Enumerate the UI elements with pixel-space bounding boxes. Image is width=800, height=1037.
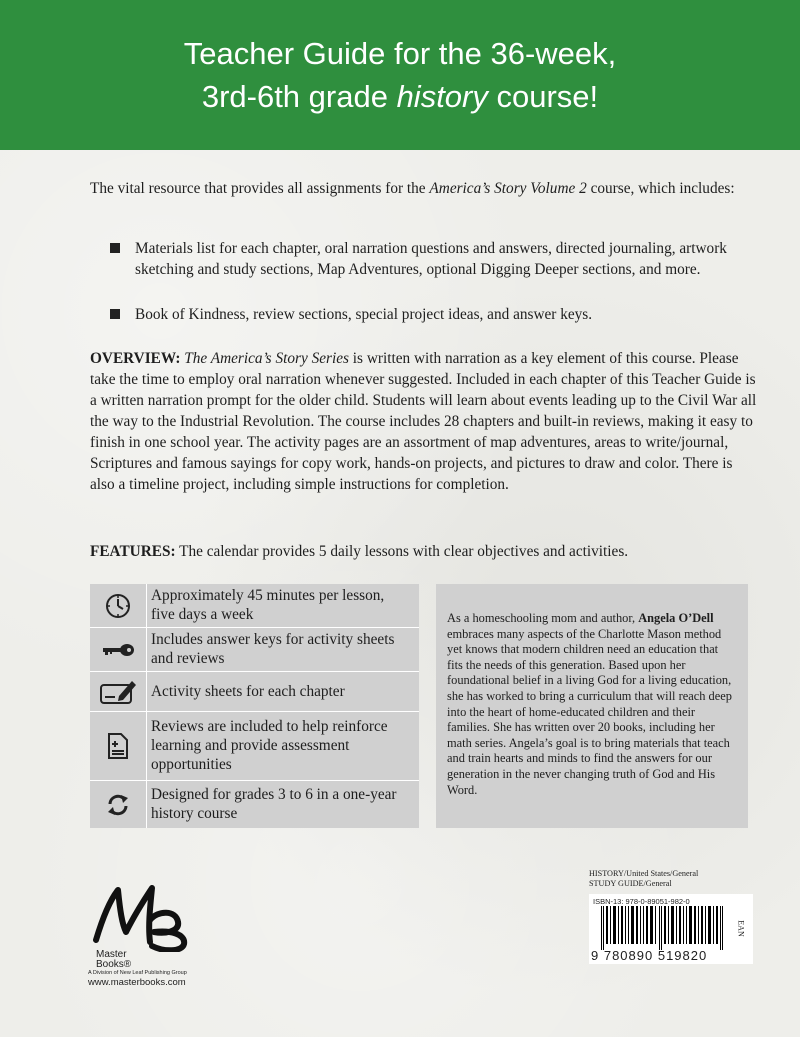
key-icon bbox=[90, 628, 147, 671]
square-bullet-icon bbox=[110, 309, 120, 319]
author-name: Angela O’Dell bbox=[638, 611, 714, 625]
document-plus-icon bbox=[90, 712, 147, 780]
features-table bbox=[90, 584, 419, 828]
features-paragraph bbox=[90, 541, 760, 562]
features-label: FEATURES: bbox=[90, 543, 176, 560]
feature-row bbox=[90, 584, 419, 628]
publisher-name-line-1: Master bbox=[96, 949, 127, 960]
isbn-block bbox=[589, 869, 759, 966]
cycle-arrows-icon bbox=[90, 781, 147, 828]
barcode bbox=[589, 894, 753, 964]
feature-text: Approximately 45 minutes per lesson, five days a week bbox=[151, 587, 385, 623]
feature-row bbox=[90, 628, 419, 672]
banner-title-line-2 bbox=[202, 75, 598, 118]
overview-paragraph bbox=[90, 348, 760, 495]
list-item bbox=[110, 238, 750, 280]
banner-title-post: course! bbox=[487, 79, 599, 114]
feature-text: Reviews are included to help reinforce learning and provide assessment opportunities bbox=[151, 718, 388, 773]
banner-title-pre: 3rd-6th grade bbox=[201, 79, 397, 114]
author-bio bbox=[436, 584, 748, 828]
square-bullet-icon bbox=[110, 243, 120, 253]
banner-title-emphasis: history bbox=[396, 79, 488, 114]
feature-row bbox=[90, 672, 419, 712]
category-line-2: STUDY GUIDE/General bbox=[589, 878, 672, 888]
overview-text: is written with narration as a key element of this course. Please take the time to employ oral narration whenever suggested. Included in each chapter of this Teacher Guide is a written narration prompt for the older child. Students will learn about events leading up to the Civil War all the way to the Industrial Revolution. The course includes 28 chapters and built-in reviews, making it easy to finish in one school year. The activity pages are an assortment of map adventures, areas to write/journal, Scriptures and famous sayings for copy work, hands-on projects, and pictures to draw and color. There is also a timeline project, including simple instructions for completion. bbox=[90, 350, 757, 493]
clock-icon bbox=[90, 584, 147, 627]
overview-series-title: The America’s Story Series bbox=[184, 350, 349, 367]
pencil-sheet-icon bbox=[90, 672, 147, 711]
title-banner bbox=[0, 0, 800, 150]
feature-text: Activity sheets for each chapter bbox=[151, 682, 345, 700]
intro-text-end: course, which includes: bbox=[586, 180, 735, 197]
publisher-name-line-2: Books® bbox=[96, 959, 132, 970]
list-item-text: Materials list for each chapter, oral narration questions and answers, directed journaling, artwork sketching and study sections, Map Adventures, optional Digging Deeper sections, and more. bbox=[135, 240, 727, 278]
list-item-text: Book of Kindness, review sections, special project ideas, and answer keys. bbox=[135, 306, 593, 323]
feature-text: Designed for grades 3 to 6 in a one-year history course bbox=[151, 786, 397, 822]
intro-course-title: America’s Story Volume 2 bbox=[429, 180, 587, 197]
overview-label: OVERVIEW: bbox=[90, 350, 181, 367]
features-text: The calendar provides 5 daily lessons with clear objectives and activities. bbox=[175, 543, 629, 560]
intro-paragraph bbox=[90, 178, 760, 199]
barcode-bars bbox=[593, 906, 731, 950]
category-line-1: HISTORY/United States/General bbox=[589, 869, 699, 878]
ean-label: EAN bbox=[736, 920, 746, 937]
author-bio-text-end: embraces many aspects of the Charlotte Mason method yet knows that modern children need an education that fits the needs of this generation. Based upon her foundational belief in a living God for a living education, she has worked to bring a curriculum that will reach deep into the heart of home-educated children and their families. She has written over 20 books, including her math series. Angela’s goal is to bring materials that teach and train hearts and minds to find the answers for our generation in the never changing truth of God and His Word. bbox=[447, 626, 732, 797]
barcode-digits: 9 780890 519820 bbox=[591, 948, 708, 963]
publisher-division: A Division of New Leaf Publishing Group bbox=[88, 970, 187, 976]
publisher-info bbox=[88, 950, 218, 988]
banner-title-line-1: Teacher Guide for the 36-week, bbox=[183, 36, 617, 71]
includes-list bbox=[110, 238, 750, 325]
isbn-number: ISBN-13: 978-0-89051-982-0 bbox=[593, 897, 690, 906]
intro-text: The vital resource that provides all assignments for the bbox=[90, 180, 430, 197]
publisher-url: www.masterbooks.com bbox=[88, 977, 186, 988]
feature-row bbox=[90, 781, 419, 828]
feature-row bbox=[90, 712, 419, 781]
list-item bbox=[110, 304, 750, 325]
feature-text: Includes answer keys for activity sheets and reviews bbox=[151, 631, 395, 667]
author-bio-text: As a homeschooling mom and author, bbox=[447, 611, 639, 625]
